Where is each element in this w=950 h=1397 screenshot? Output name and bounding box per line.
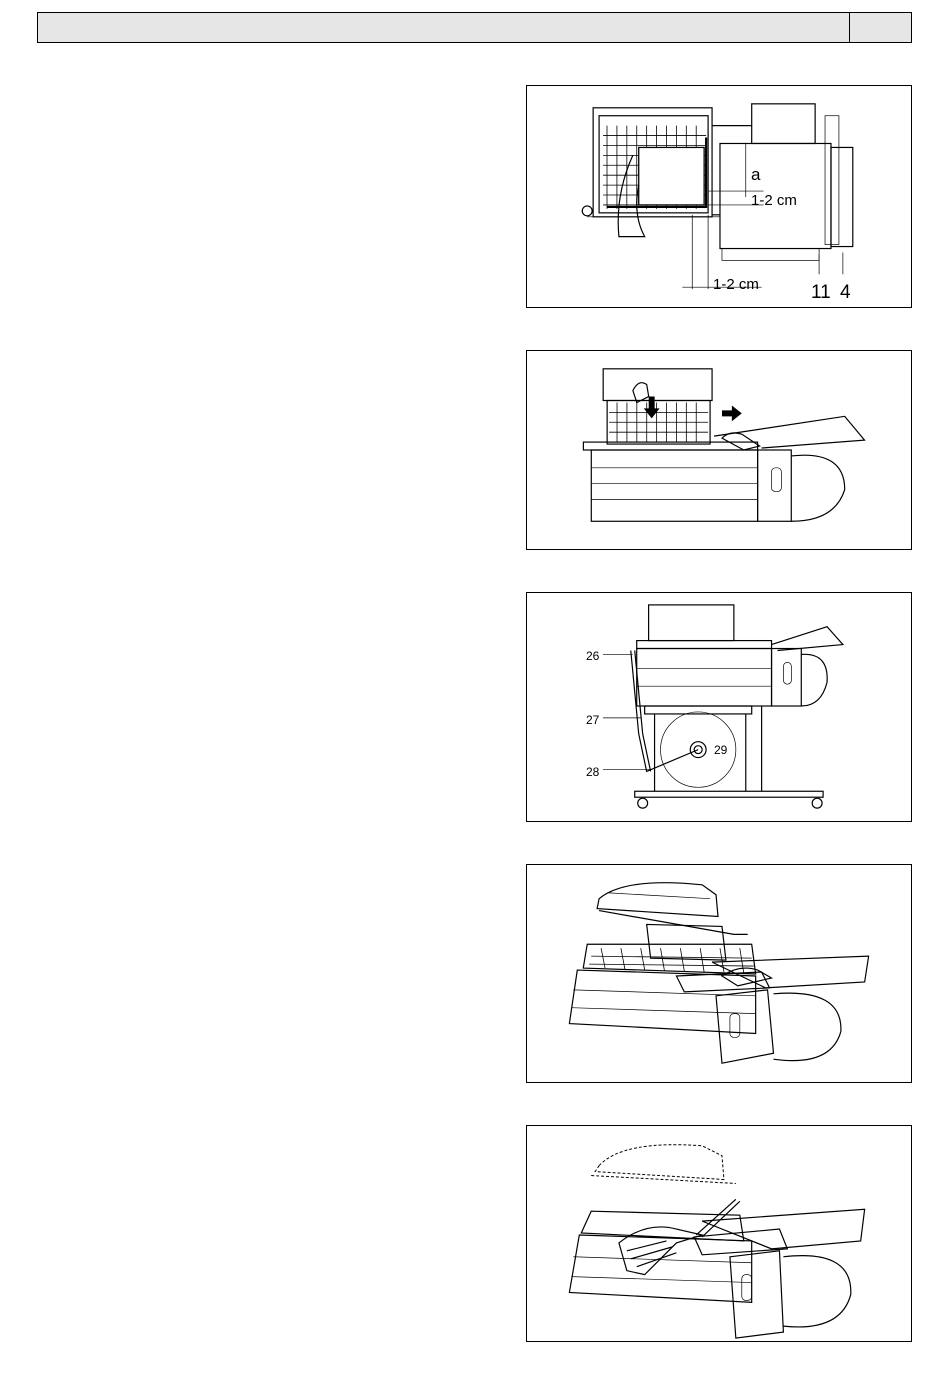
label-part-4: 4: [840, 282, 851, 303]
figure-1-drawing: [527, 86, 911, 307]
label-part-27: 27: [586, 713, 600, 727]
figure-5-drawing: [527, 1126, 911, 1341]
label-vertical-gap: 1-2 cm: [751, 192, 797, 209]
page-header-bar: [37, 12, 912, 43]
figure-3-drawing: [527, 593, 911, 821]
header-page-cell: [849, 13, 911, 42]
figure-open-lid-film-feeding: [526, 864, 912, 1083]
figure-2-drawing: [527, 351, 911, 549]
label-part-26: 26: [586, 649, 600, 663]
label-part-11: 11: [811, 282, 831, 303]
figure-pulling-film-over-product: [526, 1125, 912, 1342]
label-horizontal-gap: 1-2 cm: [713, 276, 759, 293]
label-part-29: 29: [714, 743, 728, 757]
figure-4-drawing: [527, 865, 911, 1082]
figure-film-path-on-rollers: [526, 592, 912, 822]
label-part-28: 28: [586, 765, 600, 779]
figure-film-placement-measurement: [526, 85, 912, 308]
label-a: a: [751, 165, 761, 184]
figure-closing-lid-pulling-film: [526, 350, 912, 550]
